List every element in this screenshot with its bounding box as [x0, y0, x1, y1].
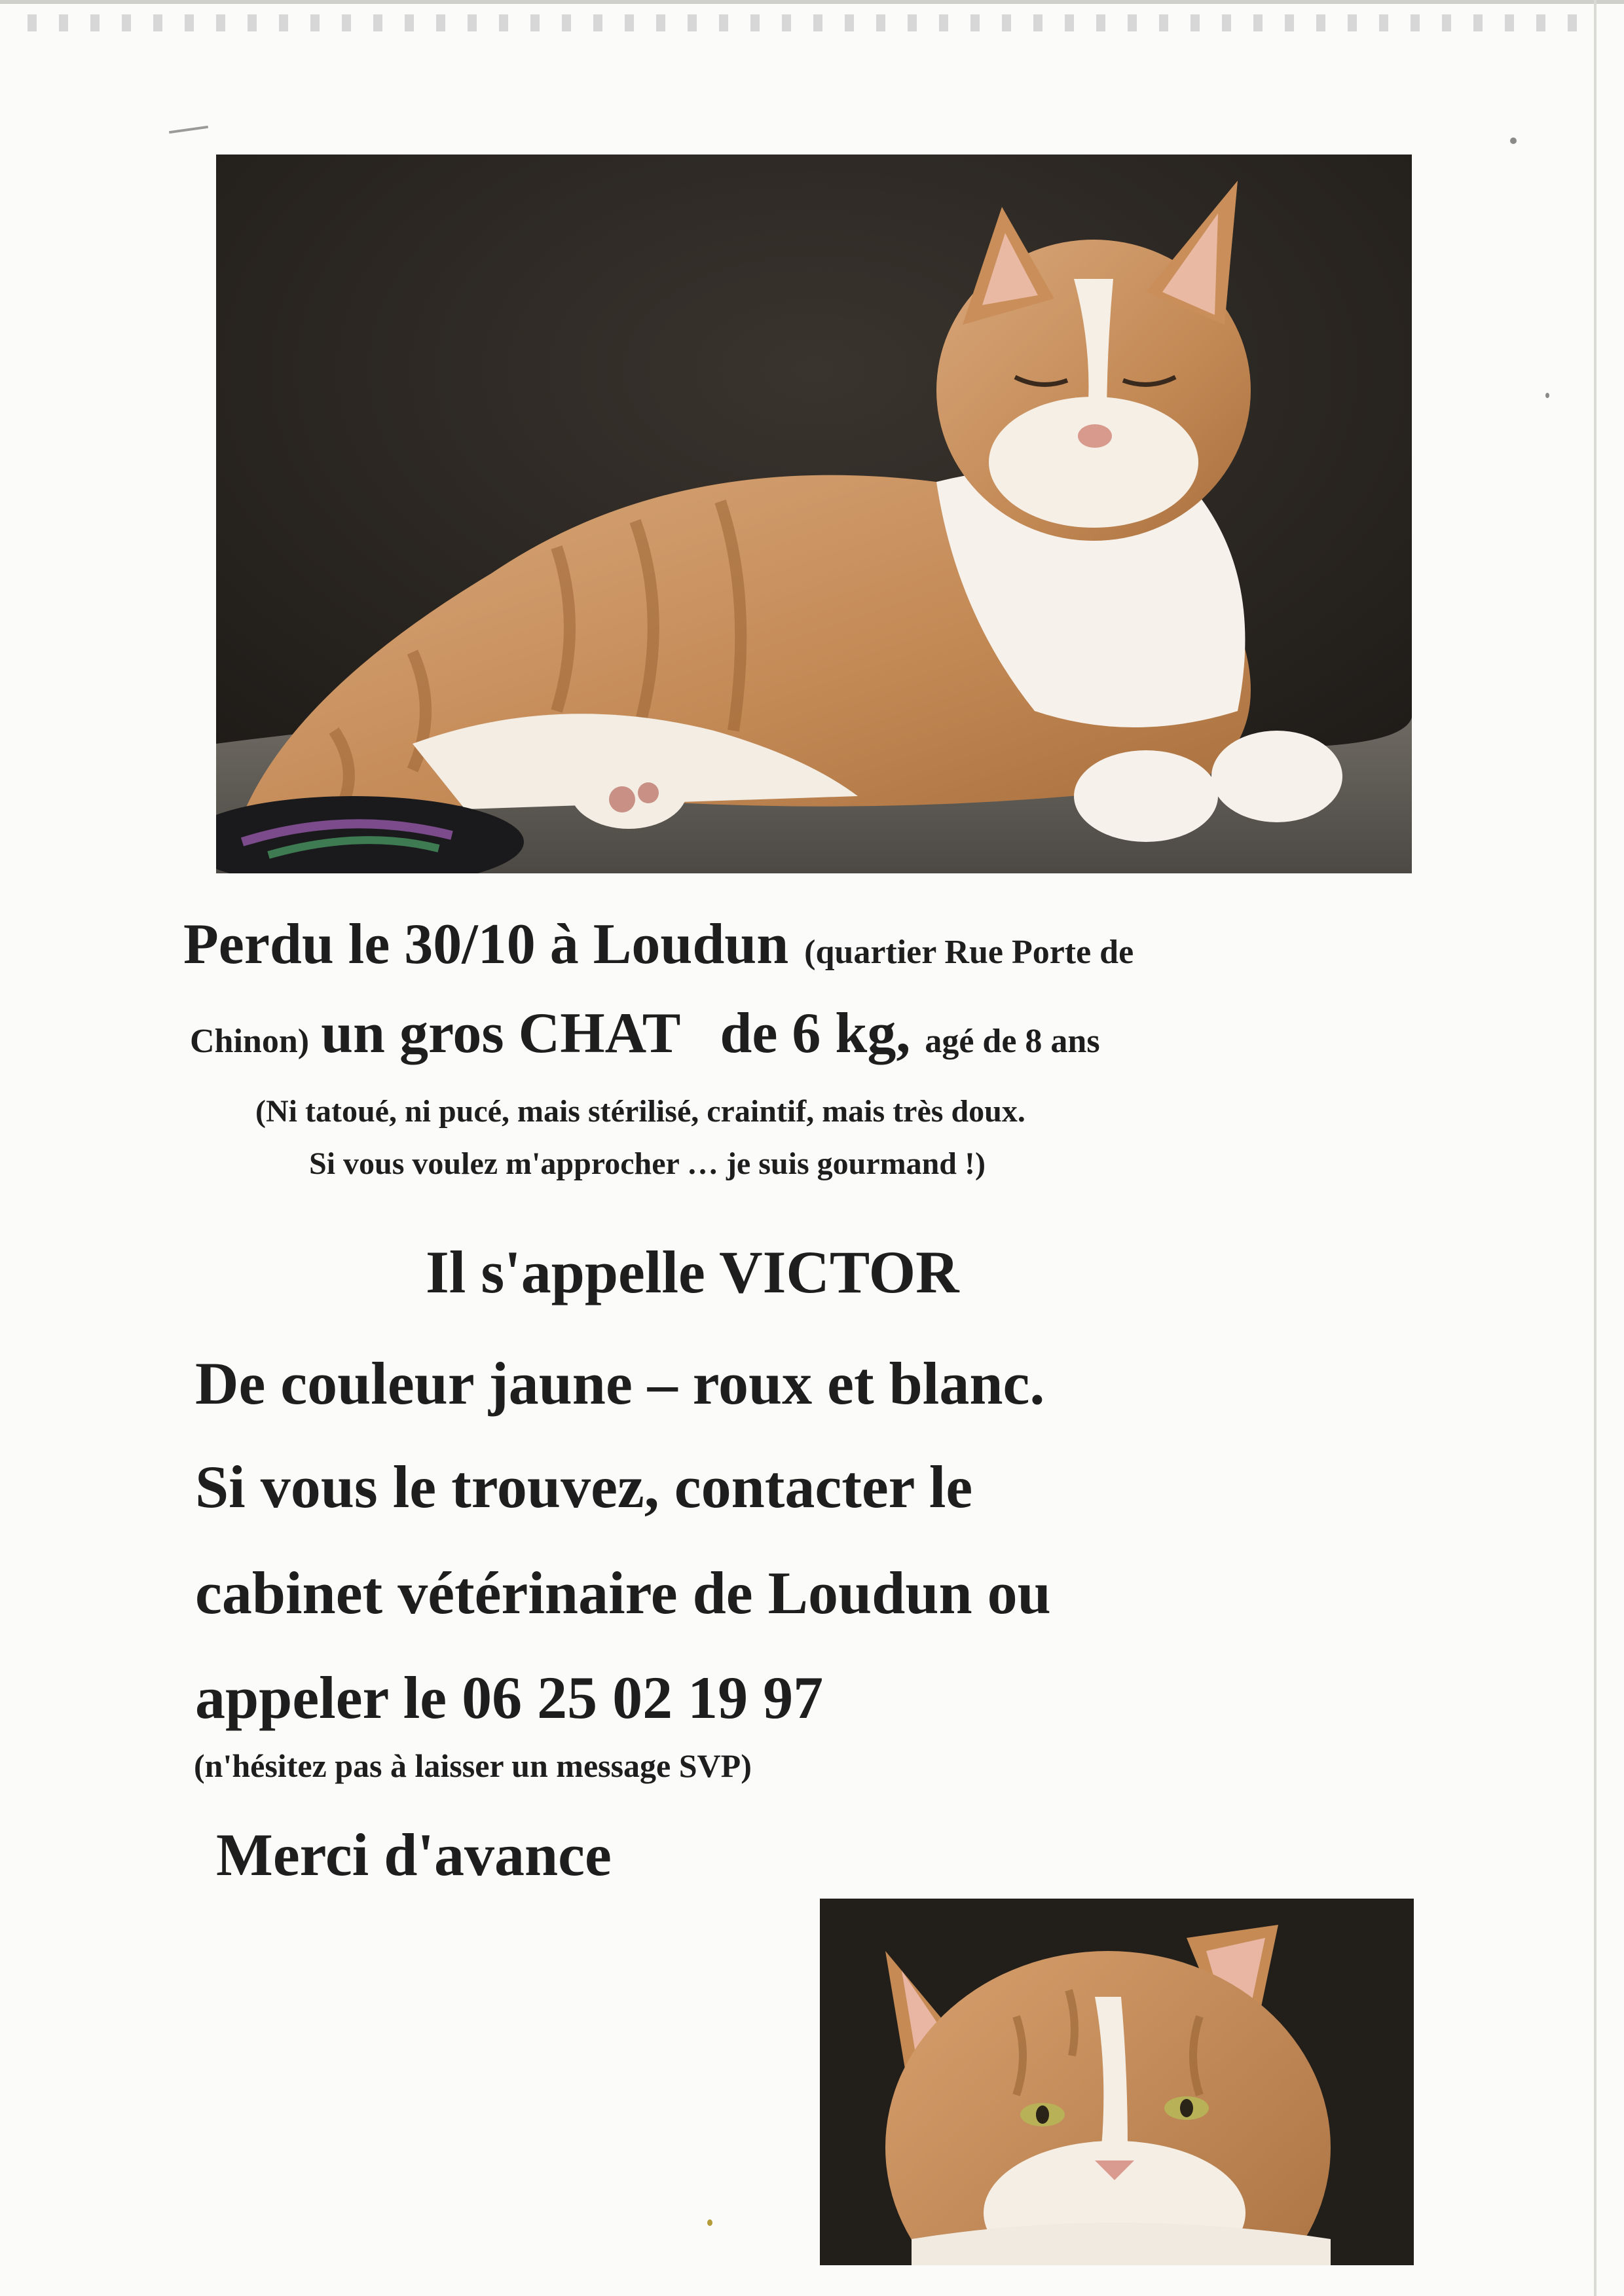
perforation-strip — [13, 14, 1585, 31]
location-continuation: Chinon) — [190, 1023, 310, 1060]
message-note: (n'hésitez pas à laisser un message SVP) — [194, 1747, 752, 1784]
cat-color: De couleur jaune – roux et blanc. — [195, 1350, 1045, 1417]
cat-lying-photo — [216, 155, 1412, 873]
contact-line-1: Si vous le trouvez, contacter le — [195, 1453, 973, 1520]
headline-line — [183, 911, 1134, 977]
contact-line-2: cabinet vétérinaire de Loudun ou — [195, 1559, 1051, 1626]
scan-speck — [1545, 393, 1549, 398]
cat-size: un gros CHAT — [321, 1002, 681, 1065]
cat-name: Il s'appelle VICTOR — [426, 1239, 959, 1305]
scan-right-edge — [1594, 0, 1596, 2296]
thanks: Merci d'avance — [216, 1821, 612, 1888]
description-line — [190, 1000, 1100, 1066]
scan-speck — [707, 2219, 712, 2226]
scan-top-edge — [0, 0, 1624, 4]
scan-speck — [1510, 137, 1517, 144]
headline-location: (quartier Rue Porte de — [804, 934, 1134, 971]
note-line-2: Si vous voulez m'approcher … je suis gourmand !) — [309, 1146, 986, 1181]
cat-age: agé de 8 ans — [925, 1023, 1100, 1060]
note-line-1: (Ni tatoué, ni pucé, mais stérilisé, craintif, mais très doux. — [255, 1094, 1025, 1129]
headline-main: Perdu le 30/10 à Loudun — [183, 913, 789, 976]
pen-mark — [169, 126, 208, 134]
cat-weight: de 6 kg, — [720, 1002, 911, 1065]
cat-portrait-photo — [820, 1899, 1414, 2265]
phone-number: appeler le 06 25 02 19 97 — [195, 1664, 824, 1731]
